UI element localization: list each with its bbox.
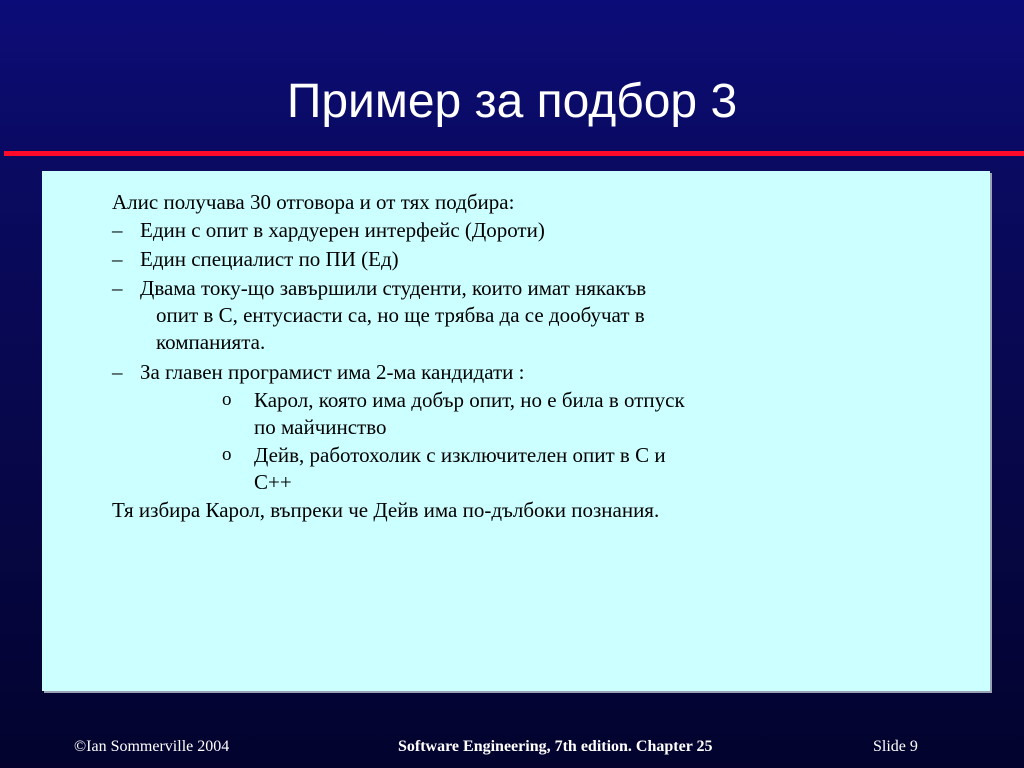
dash-bullet-2: – [112, 247, 123, 271]
dash-bullet-3: – [112, 276, 123, 300]
content-box [42, 171, 990, 691]
footer-book-title: Software Engineering, 7th edition. Chapter 25 [398, 738, 713, 755]
footer-copyright: ©Ian Sommerville 2004 [74, 738, 230, 755]
list-item-4: За главен програмист има 2-ма кандидати : [140, 360, 525, 384]
sub-item-1-line-1: Карол, която има добър опит, но е била в отпуск [254, 388, 685, 412]
footer-slide-number: Slide 9 [873, 738, 918, 755]
list-item-1: Един с опит в хардуерен интерфейс (Дороти) [140, 218, 545, 242]
sub-item-2-line-1: Дейв, работохолик с изключителен опит в C и [254, 443, 666, 467]
slide-title: Пример за подбор 3 [286, 75, 738, 128]
conclusion-text: Тя избира Карол, въпреки че Дейв има по-дълбоки познания. [112, 498, 660, 522]
sub-bullet-1: o [222, 389, 232, 410]
list-item-3-line-3: компанията. [156, 330, 266, 354]
list-item-3-line-2: опит в C, ентусиасти са, но ще трябва да се дообучат в [156, 303, 645, 327]
sub-bullet-2: o [222, 444, 232, 465]
dash-bullet-1: – [112, 218, 123, 242]
title-divider [4, 151, 1024, 156]
sub-item-2-line-2: C++ [254, 470, 292, 494]
list-item-3-line-1: Двама току-що завършили студенти, които имат някакъв [140, 276, 647, 300]
list-item-2: Един специалист по ПИ (Ед) [140, 247, 399, 271]
sub-item-1-line-2: по майчинство [254, 415, 387, 439]
dash-bullet-4: – [112, 360, 123, 384]
intro-text: Алис получава 30 отговора и от тях подбира: [112, 190, 515, 214]
